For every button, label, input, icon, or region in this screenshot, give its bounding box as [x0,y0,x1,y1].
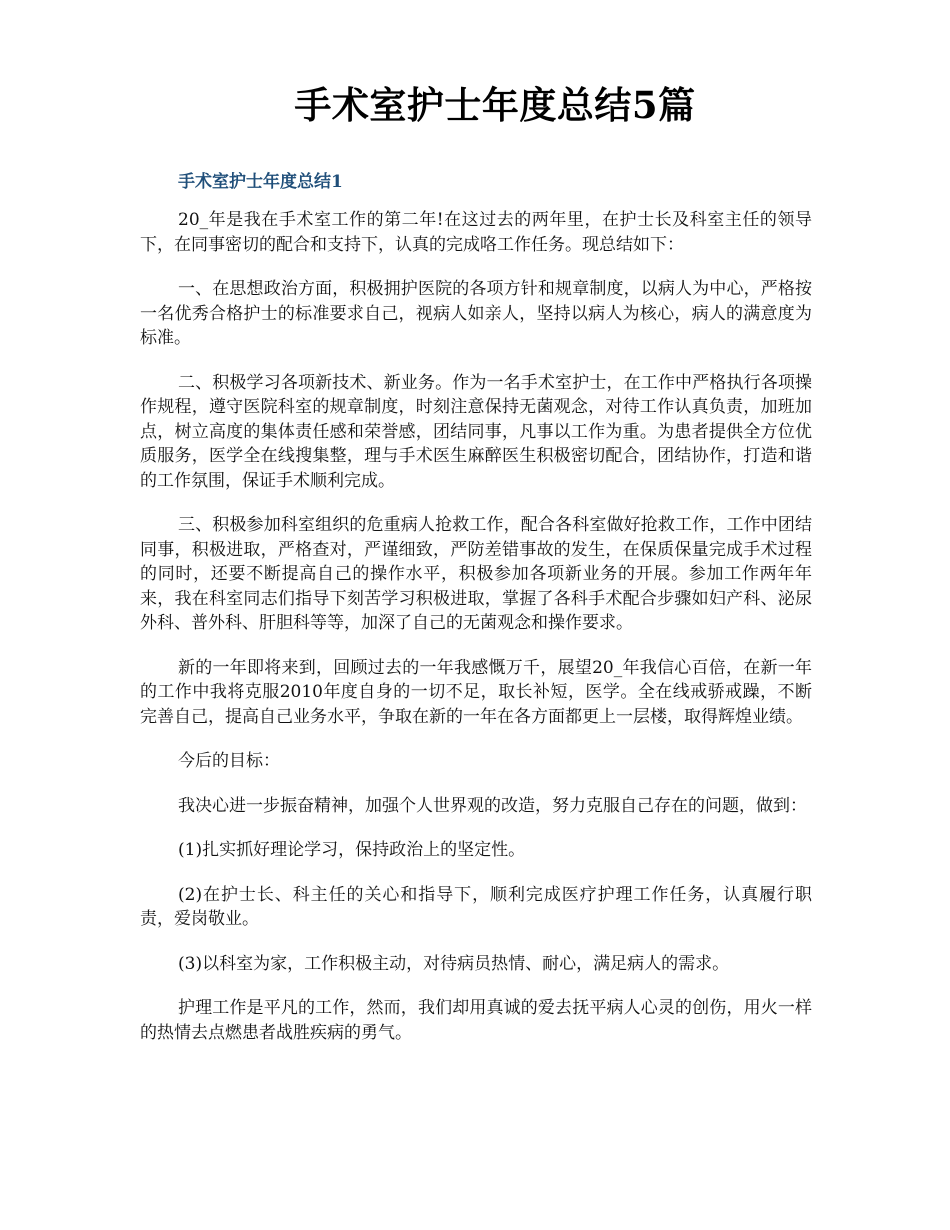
paragraph-10: (3)以科室为家，工作积极主动，对待病员热情、耐心，满足病人的需求。 [178,953,730,974]
paragraph-3: 二、积极学习各项新技术、新业务。作为一名手术室护士，在工作中严格执行各项操作规程，遵守医院科室的规章制度，时刻注意保持无菌观念，对待工作认真负责，加班加点，树立高度的集体责任感和荣誉感，团结同事，凡事以工作为重。为患者提供全方位优质服务，医学全在线搜集整，理与手术医生麻醉医生积极密切配合，团结协作，打造和谐的工作氛围，保证手术顺利完成。 [140,372,812,491]
paragraph-7: 我决心进一步振奋精神，加强个人世界观的改造，努力克服自己存在的问题，做到： [178,795,807,816]
paragraph-11: 护理工作是平凡的工作，然而，我们却用真诚的爱去抚平病人心灵的创伤，用火一样的热情去点燃患者战胜疾病的勇气。 [140,998,812,1043]
paragraph-4: 三、积极参加科室组织的危重病人抢救工作，配合各科室做好抢救工作，工作中团结同事，积极进取，严格查对，严谨细致，严防差错事故的发生，在保质保量完成手术过程的同时，还要不断提高自己的操作水平，积极参加各项新业务的开展。参加工作两年年来，我在科室同志们指导下刻苦学习积极进取，掌握了各科手术配合步骤如妇产科、泌尿外科、普外科、肝胆科等等，加深了自己的无菌观念和操作要求。 [140,515,812,633]
paragraph-5: 新的一年即将来到，回顾过去的一年我感慨万千，展望20_年我信心百倍，在新一年的工作中我将克服2010年度自身的一切不足，取长补短，医学。全在线戒骄戒躁，不断完善自己，提高自己业务水平，争取在新的一年在各方面都更上一层楼，取得辉煌业绩。 [140,657,812,727]
paragraph-9: (2)在护士长、科主任的关心和指导下，顺利完成医疗护理工作任务，认真履行职责，爱岗敬业。 [140,884,812,929]
paragraph-1: 20_年是我在手术室工作的第二年!在这过去的两年里，在护士长及科室主任的领导下，在同事密切的配合和支持下，认真的完成咯工作任务。现总结如下： [140,210,812,255]
section-heading: 手术室护士年度总结1 [178,172,343,192]
page-title: 手术室护士年度总结5篇 [294,83,696,127]
paragraph-6: 今后的目标： [178,751,280,771]
document-body [140,208,812,1065]
paragraph-2: 一、在思想政治方面，积极拥护医院的各项方针和规章制度，以病人为中心，严格按一名优秀合格护士的标准要求自己，视病人如亲人，坚持以病人为核心，病人的满意度为标准。 [140,279,812,348]
paragraph-8: (1)扎实抓好理论学习，保持政治上的坚定性。 [178,840,526,860]
